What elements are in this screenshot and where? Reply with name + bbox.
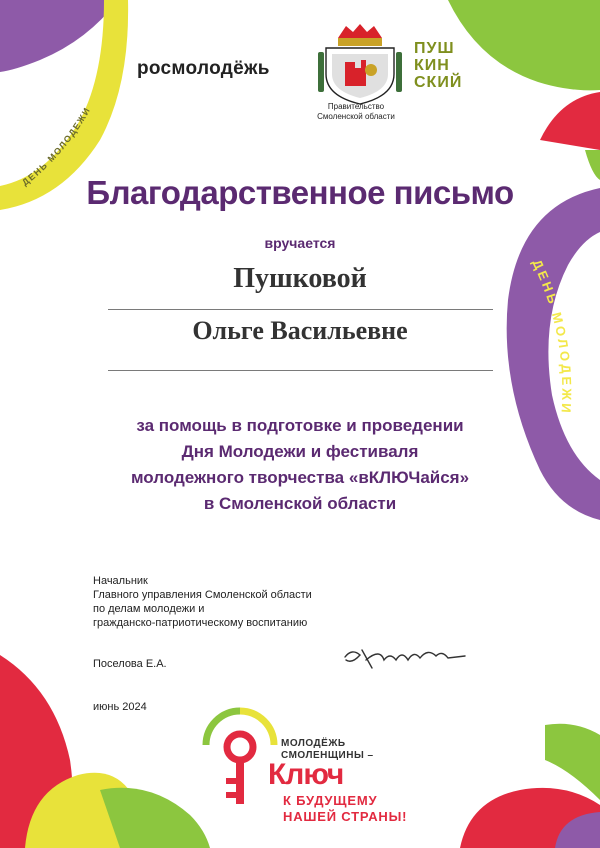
right-violet-ribbon <box>507 188 600 520</box>
top-right-small-green <box>585 150 600 180</box>
recipient-surname: Пушковой <box>233 263 367 294</box>
letter-title: Благодарственное письмо <box>86 174 514 211</box>
signature-icon <box>345 650 465 668</box>
left-ribbon-text: ДЕНЬ МОЛОДЕЖИ <box>20 105 93 188</box>
reason-text <box>90 413 510 517</box>
government-caption-line: Правительство <box>327 102 385 111</box>
pushkin-card-logo <box>414 40 476 91</box>
pushkin-logo-line: ПУШ <box>414 40 455 57</box>
government-caption-line: Смоленской области <box>317 112 395 121</box>
pushkin-logo-line: КИН <box>414 57 450 74</box>
government-caption <box>304 102 408 122</box>
coat-of-arms-icon <box>318 24 402 104</box>
rosmolodezh-logo: росмолодёжь <box>137 58 270 79</box>
signatory-position <box>93 574 393 630</box>
signatory-name: Поселова Е.А. <box>93 658 167 670</box>
key-logo-top-line: СМОЛЕНЩИНЫ – <box>281 750 374 761</box>
presented-label: вручается <box>264 235 336 251</box>
pushkin-logo-line: СКИЙ <box>414 74 463 91</box>
key-logo-bottom-line: НАШЕЙ СТРАНЫ! <box>283 809 408 824</box>
top-right-red-shape <box>540 92 600 150</box>
key-logo-word: Ключ <box>268 758 344 791</box>
key-logo-bottom-line: К БУДУЩЕМУ <box>283 793 378 808</box>
key-logo-top-line: МОЛОДЁЖЬ <box>281 738 346 749</box>
reason-line: в Смоленской области <box>203 494 397 513</box>
right-ribbon-text: ДЕНЬ МОЛОДЕЖИ <box>529 256 575 417</box>
position-line: гражданско-патриотическому воспитанию <box>93 617 308 629</box>
letter-date: июнь 2024 <box>93 701 147 713</box>
position-line: Начальник <box>93 575 148 587</box>
name-underline <box>108 309 493 310</box>
position-line: по делам молодежи и <box>93 603 205 615</box>
key-logo-icon <box>206 711 274 804</box>
position-line: Главного управления Смоленской области <box>93 589 312 601</box>
reason-line: за помощь в подготовке и проведении <box>136 416 464 435</box>
reason-line: Дня Молодежи и фестиваля <box>181 442 419 461</box>
reason-line: молодежного творчества «вКЛЮЧайся» <box>130 468 470 487</box>
key-logo-bottom-text <box>283 793 407 825</box>
recipient-name: Ольге Васильевне <box>192 316 408 345</box>
name-underline <box>108 370 493 371</box>
